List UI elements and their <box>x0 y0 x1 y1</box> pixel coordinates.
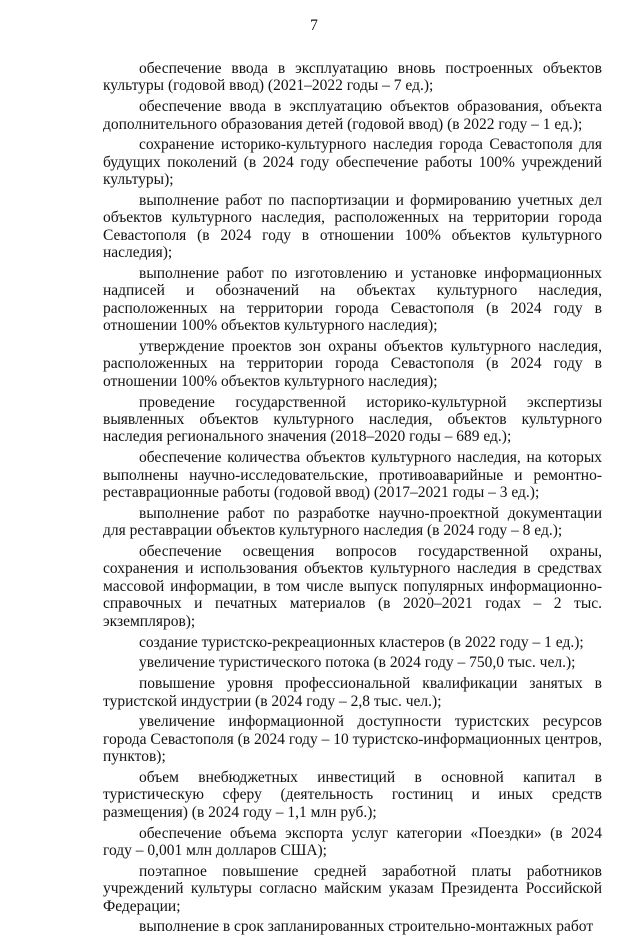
paragraph: увеличение туристического потока (в 2024 году – 750,0 тыс. чел.); <box>139 654 576 672</box>
paragraph: обеспечение освещения вопросов государственной охраны, сохранения и использования объектов культурного наследия в средствах массовой информации, в том числе выпуск популярных информационно-справочных и печатных материалов (в 2020–2021 годах – 2 тыс. экземпляров); <box>103 543 602 630</box>
paragraph: объем внебюджетных инвестиций в основной капитал в туристическую сферу (деятельность гостиниц и иных средств размещения) (в 2024 году – 1,1 млн руб.); <box>103 768 602 821</box>
paragraph: выполнение работ по изготовлению и установке информационных надписей и обозначений на объектах культурного наследия, расположенных на территории города Севастополя (в 2024 году в отношении 100% объектов культурного наследия); <box>103 265 602 335</box>
paragraph: сохранение историко-культурного наследия города Севастополя для будущих поколений (в 2024 году обеспечение работы 100% учреждений культуры); <box>103 136 602 189</box>
paragraph: поэтапное повышение средней заработной платы работников учреждений культуры согласно майским указам Президента Российской Федерации; <box>103 862 602 915</box>
paragraph: увеличение информационной доступности туристских ресурсов города Севастополя (в 2024 году – 10 туристско-информационных центров, пунктов); <box>103 713 602 766</box>
paragraph: выполнение работ по паспортизации и формированию учетных дел объектов культурного наследия, расположенных на территории города Севастополя (в 2024 году в отношении 100% объектов культурного наследия); <box>103 192 602 262</box>
paragraph: утверждение проектов зон охраны объектов культурного наследия, расположенных на территории города Севастополя (в 2024 году в отношении 100% объектов культурного наследия); <box>103 338 602 390</box>
paragraph: обеспечение объема экспорта услуг категории «Поездки» (в 2024 году – 0,001 млн долларов США); <box>103 824 602 859</box>
paragraph: повышение уровня профессиональной квалификации занятых в туристской индустрии (в 2024 году – 2,8 тыс. чел.); <box>103 675 602 710</box>
paragraph: выполнение работ по разработке научно-проектной документации для реставрации объектов культурного наследия (в 2024 году – 8 ед.); <box>103 504 602 540</box>
page-number: 7 <box>310 17 318 34</box>
paragraph: обеспечение ввода в эксплуатацию объектов образования, объекта дополнительного образования детей (годовой ввод) (в 2022 году – 1 ед.); <box>103 98 602 133</box>
paragraph: обеспечение количества объектов культурного наследия, на которых выполнены научно-исследовательские, противоаварийные и ремонтно-реставрационные работы (годовой ввод) (2017–2021 годы – 3 ед.); <box>103 449 602 502</box>
paragraph: создание туристско-рекреационных кластеров (в 2022 году – 1 ед.); <box>139 633 584 651</box>
paragraph: выполнение в срок запланированных строительно-монтажных работ <box>139 918 594 936</box>
document-body <box>103 60 602 936</box>
paragraph: обеспечение ввода в эксплуатацию вновь построенных объектов культуры (годовой ввод) (2021–2022 годы – 7 ед.); <box>103 60 602 95</box>
paragraph: проведение государственной историко-культурной экспертизы выявленных объектов культурного наследия, объектов культурного наследия регионального значения (2018–2020 годы – 689 ед.); <box>103 393 602 446</box>
